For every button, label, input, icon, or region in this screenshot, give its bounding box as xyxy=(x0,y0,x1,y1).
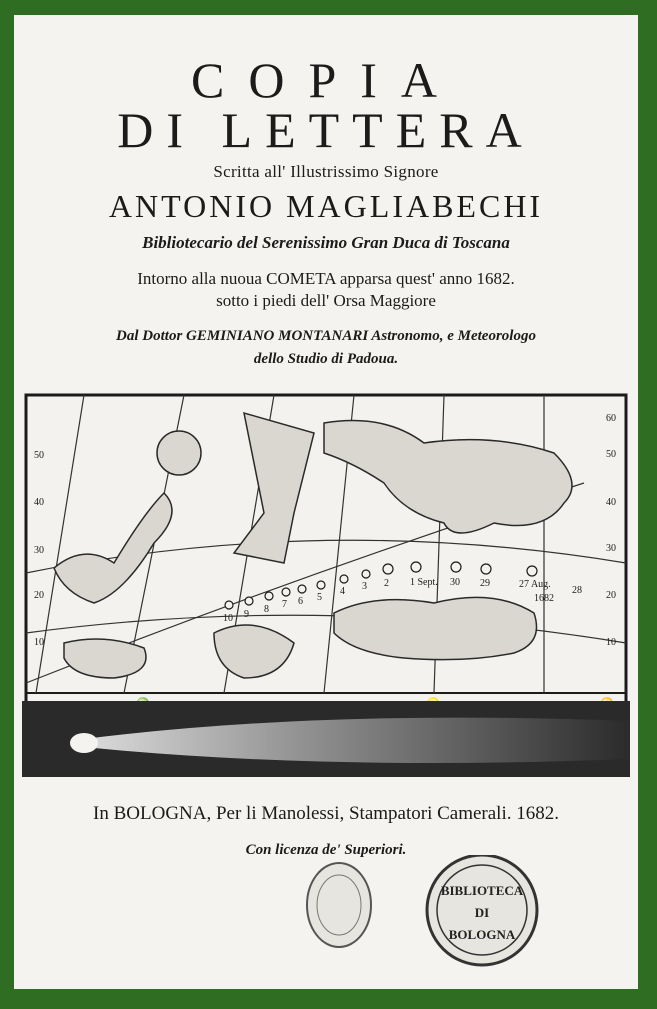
scale-right-20: 20 xyxy=(606,590,616,601)
recipient-name: ANTONIO MAGLIABECHI xyxy=(108,188,544,224)
comet-position-5 xyxy=(317,581,325,589)
imprint: In BOLOGNA, Per li Manolessi, Stampatori Camerali. 1682. xyxy=(93,803,559,824)
chart-year: 1682 xyxy=(534,593,554,604)
scale-right-50: 50 xyxy=(606,449,616,460)
comet-label-7: 7 xyxy=(282,599,287,610)
comet-position-7 xyxy=(282,588,290,596)
scale-right-40: 40 xyxy=(606,497,616,508)
scale-left-40: 40 xyxy=(34,497,44,508)
comet-position-1 xyxy=(411,562,421,572)
star-chart xyxy=(24,393,628,718)
stamp-line-1: BIBLIOTECA xyxy=(440,883,524,898)
comet-label-5: 5 xyxy=(317,592,322,603)
comet-position-3 xyxy=(362,570,370,578)
comet-position-29 xyxy=(481,564,491,574)
author-line-1: Dal Dottor GEMINIANO MONTANARI Astronomo, e Meteorologo xyxy=(116,328,536,344)
license-line: Con licenza de' Superiori. xyxy=(245,842,407,858)
library-stamps xyxy=(14,855,638,989)
title-line-1: COPIA xyxy=(190,52,462,108)
comet-position-9 xyxy=(245,597,253,605)
comet-position-27 xyxy=(527,566,537,576)
scale-left-10: 10 xyxy=(34,637,44,648)
comet-label-6: 6 xyxy=(298,596,303,607)
recipient-role: Bibliotecario del Serenissimo Gran Duca di Toscana xyxy=(142,233,510,252)
comet-position-6 xyxy=(298,585,306,593)
subject-line-1: Intorno alla nuoua COMETA apparsa quest' anno 1682. xyxy=(137,269,515,288)
stamp-line-3: BOLOGNA xyxy=(448,927,516,942)
title-line-2: DI LETTERA xyxy=(117,102,535,158)
comet-label-1: 1 Sept. xyxy=(410,577,438,588)
comet-label-9: 9 xyxy=(244,609,249,620)
scale-left-20: 20 xyxy=(34,590,44,601)
library-round-stamp xyxy=(427,855,537,965)
comet-label-8: 8 xyxy=(264,604,269,615)
comet-engraving xyxy=(22,701,630,777)
comet-position-10 xyxy=(225,601,233,609)
comet-label-10: 10 xyxy=(223,613,233,624)
comet-position-4 xyxy=(340,575,348,583)
stamp-line-2: DI xyxy=(474,905,490,920)
comet-label-30: 30 xyxy=(450,577,460,588)
scale-right-10: 10 xyxy=(606,637,616,648)
comet-position-30 xyxy=(451,562,461,572)
comet-label-28: 28 xyxy=(572,585,582,596)
comet-label-2: 2 xyxy=(384,578,389,589)
comet-position-8 xyxy=(265,592,273,600)
comet-label-29: 29 xyxy=(480,578,490,589)
comet-label-27: 27 Aug. xyxy=(519,579,551,590)
written-to: Scritta all' Illustrissimo Signore xyxy=(213,162,439,181)
oval-seal xyxy=(307,863,371,947)
author-line-2: dello Studio di Padoua. xyxy=(253,351,399,367)
scale-right-60: 60 xyxy=(606,413,616,424)
scale-left-30: 30 xyxy=(34,545,44,556)
comet-position-2 xyxy=(383,564,393,574)
comet-label-3: 3 xyxy=(362,581,367,592)
scale-left-50: 50 xyxy=(34,450,44,461)
subject-line-2: sotto i piedi dell' Orsa Maggiore xyxy=(216,291,436,310)
comet-label-4: 4 xyxy=(340,586,345,597)
title-page xyxy=(14,15,638,989)
scale-right-30: 30 xyxy=(606,543,616,554)
